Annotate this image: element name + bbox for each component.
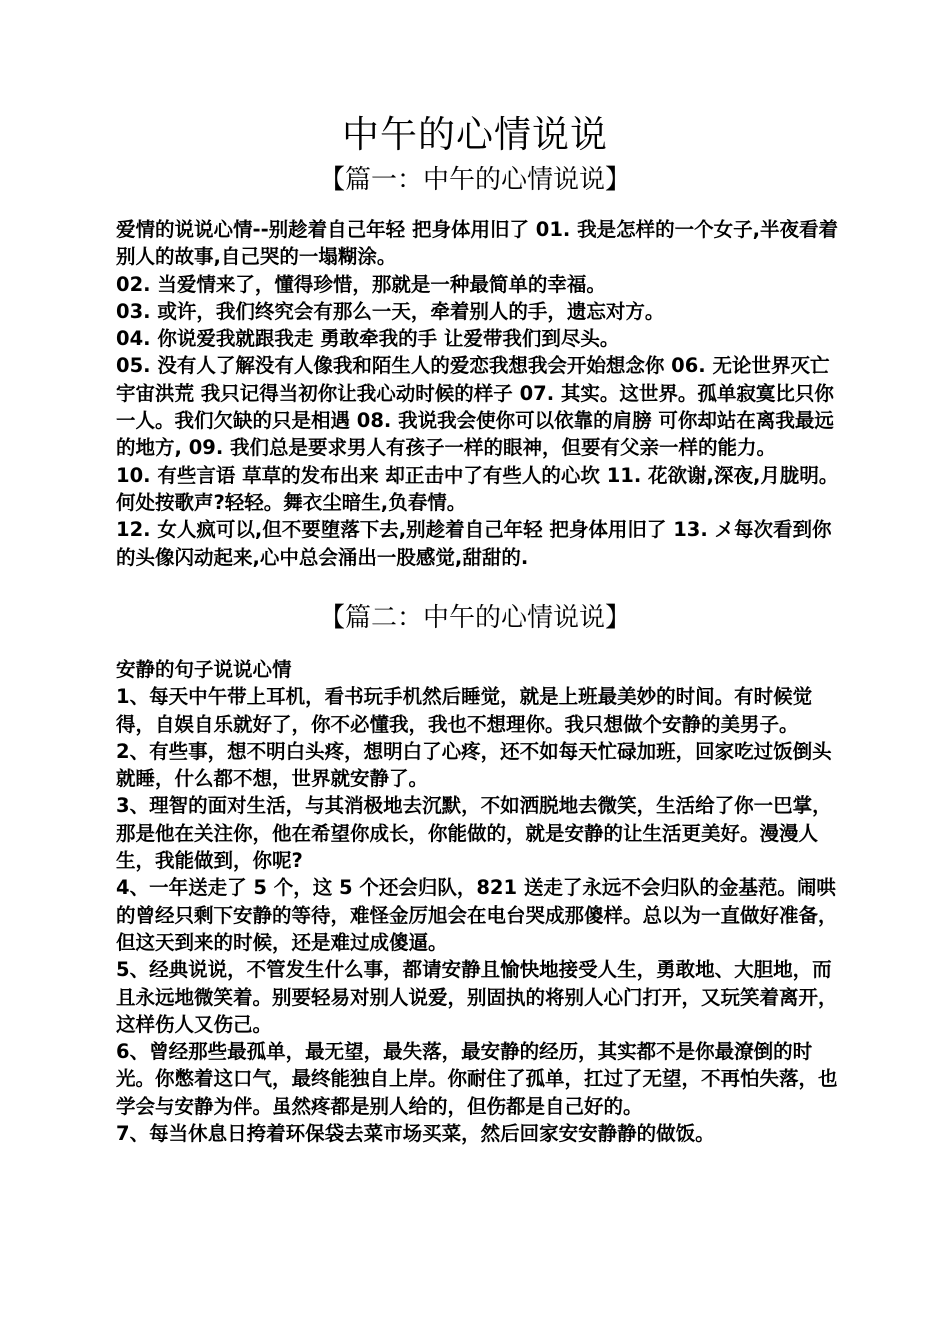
paragraph: 6、曾经那些最孤单，最无望，最失落，最安静的经历，其实都不是你最潦倒的时光。你憋着这口气，最终能独自上岸。你耐住了孤单，扛过了无望，不再怕失落，也学会与安静为伴。虽然疼都是别人给的，但伤都是自己好的。 (116, 1040, 838, 1118)
paragraph: 安静的句子说说心情 (116, 658, 292, 681)
paragraph: 4、一年送走了 5 个，这 5 个还会归队，821 送走了永远不会归队的金基范。闹哄的曾经只剩下安静的等待，难怪金厉旭会在电台哭成那傻样。总以为一直做好准备，但这天到来的时候，还是难过成傻逼。 (116, 876, 838, 954)
section-heading-2: 【篇二：中午的心情说说】 (318, 603, 631, 633)
paragraph: 05. 没有人了解没有人像我和陌生人的爱恋我想我会开始想念你 06. 无论世界灭亡 宇宙洪荒 我只记得当初你让我心动时候的样子 07. 其实。这世界。孤单寂寞比只你一人。我们欠缺的只是相遇 08. 我说我会使你可以依靠的肩膀 可你却站在离我最远的地方, 09. 我们总是要求男人有孩子一样的眼神，但要有父亲一样的能力。 (116, 354, 834, 460)
paragraph: 12. 女人疯可以,但不要堕落下去,别趁着自己年轻 把身体用旧了 13. メ每次看到你的头像闪动起来,心中总会涌出一股感觉,甜甜的. (116, 518, 832, 569)
paragraph: 2、有些事，想不明白头疼，想明白了心疼，还不如每天忙碌加班，回家吃过饭倒头就睡，什么都不想，世界就安静了。 (116, 739, 832, 791)
paragraph: 爱情的说说心情--别趁着自己年轻 把身体用旧了 01. 我是怎样的一个女子,半夜看着别人的故事,自己哭的一塌糊涂。 (116, 218, 839, 269)
section-body-2 (116, 656, 842, 1147)
section-heading-1: 【篇一：中午的心情说说】 (318, 165, 631, 195)
paragraph: 3、理智的面对生活，与其消极地去沉默，不如洒脱地去微笑，生活给了你一巴掌，那是他在关注你，他在希望你成长，你能做的，就是安静的让生活更美好。漫漫人生，我能做到，你呢? (116, 794, 832, 873)
paragraph: 7、每当休息日挎着环保袋去菜市场买菜，然后回家安安静静的做饭。 (116, 1122, 715, 1146)
paragraph: 5、经典说说，不管发生什么事，都请安静且愉快地接受人生，勇敢地、大胆地，而且永远地微笑着。别要轻易对别人说爱，别固执的将别人心门打开，又玩笑着离开，这样伤人又伤己。 (116, 958, 838, 1036)
paragraph: 03. 或许，我们终究会有那么一天，牵着别人的手，遗忘对方。 (116, 299, 665, 323)
paragraph: 10. 有些言语 草草的发布出来 却正击中了有些人的心坎 11. 花欲谢,深夜,月胧明。何处按歌声?轻轻。舞衣尘暗生,负春情。 (116, 463, 839, 514)
document-title: 中午的心情说说 (342, 113, 608, 156)
paragraph: 02. 当爱情来了，懂得珍惜，那就是一种最简单的幸福。 (116, 272, 606, 296)
paragraph: 04. 你说爱我就跟我走 勇敢牵我的手 让爱带我们到尽头。 (116, 327, 620, 351)
section-body-1 (116, 216, 842, 571)
paragraph: 1、每天中午带上耳机，看书玩手机然后睡觉，就是上班最美妙的时间。有时候觉得，自娱自乐就好了，你不必懂我，我也不想理你。我只想做个安静的美男子。 (116, 685, 813, 736)
